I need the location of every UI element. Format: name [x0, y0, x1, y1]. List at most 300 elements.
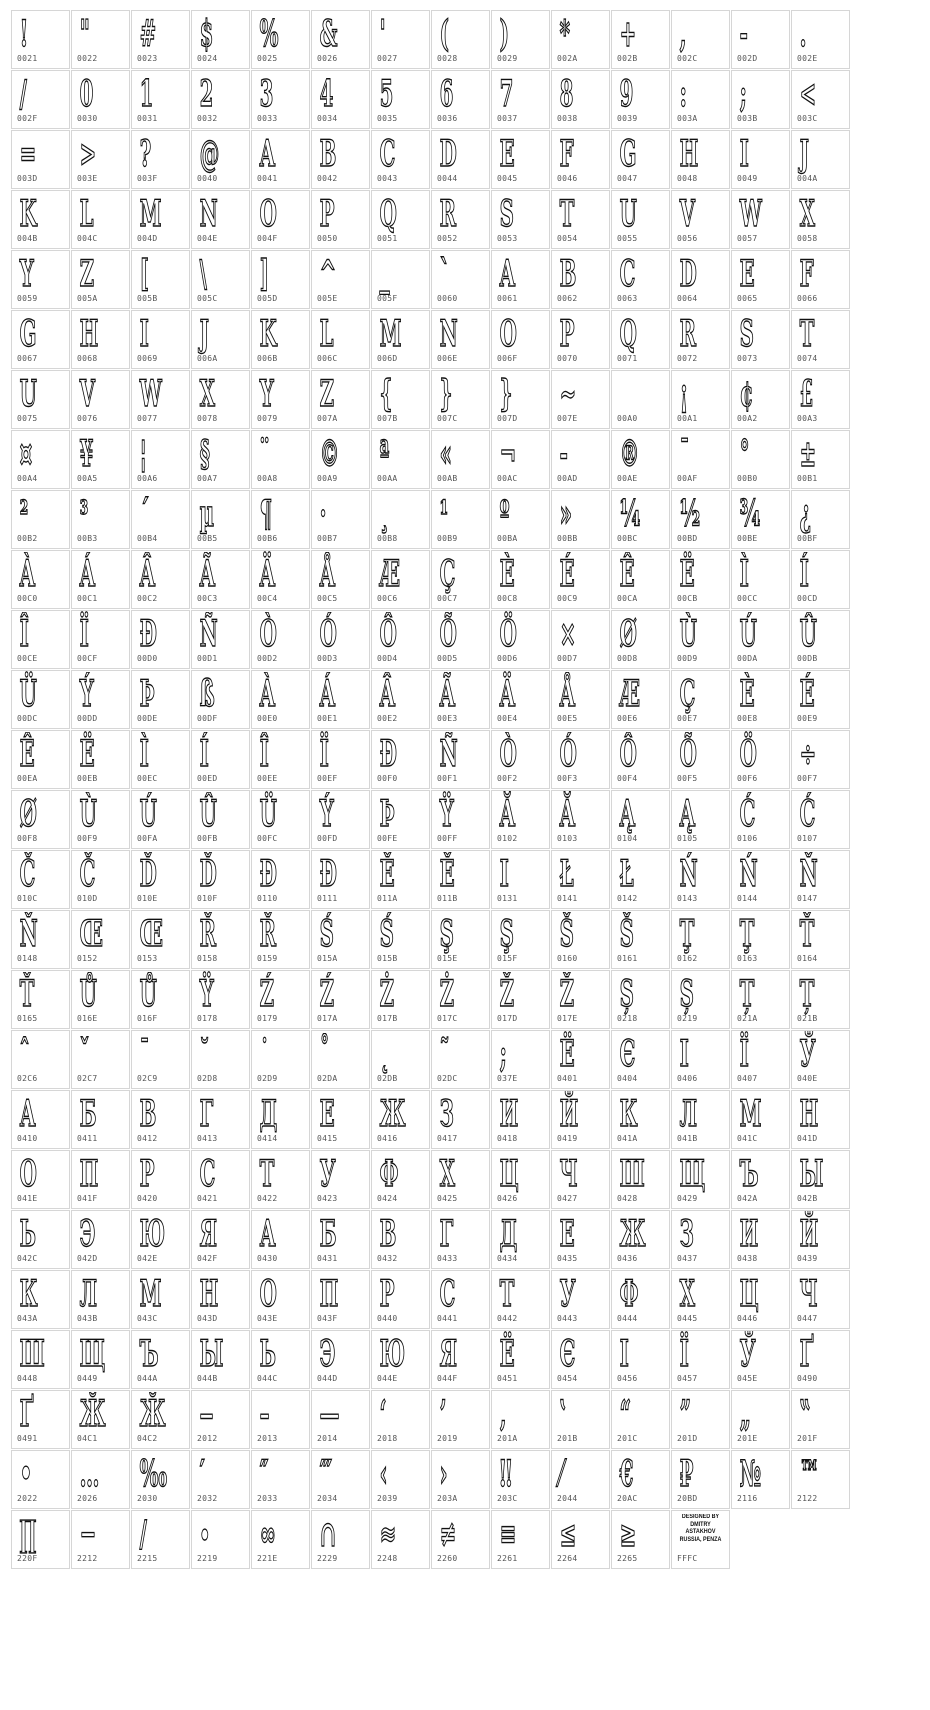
codepoint-label: 00CC: [737, 594, 758, 603]
glyph-cell: [371, 10, 430, 69]
codepoint-label: 201B: [557, 1434, 578, 1443]
glyph-sample: =: [19, 133, 36, 175]
glyph-cell: [731, 1270, 790, 1329]
glyph-cell: [551, 70, 610, 129]
glyph-sample: „: [739, 1393, 751, 1435]
glyph-sample: Ë: [679, 553, 695, 595]
codepoint-label: 0425: [437, 1194, 458, 1203]
glyph-sample: F: [559, 133, 574, 175]
codepoint-label: 00E4: [497, 714, 518, 723]
glyph-cell: [431, 790, 490, 849]
glyph-cell: [671, 1210, 730, 1269]
codepoint-label: 00E5: [557, 714, 578, 723]
codepoint-label: 041B: [677, 1134, 698, 1143]
glyph-sample: ?: [139, 133, 151, 175]
glyph-sample: Д: [259, 1093, 277, 1135]
codepoint-label: 0032: [197, 114, 218, 123]
codepoint-label: 011A: [377, 894, 398, 903]
glyph-sample: Ê: [619, 553, 635, 595]
glyph-cell: [311, 310, 370, 369]
codepoint-label: 004A: [797, 174, 818, 183]
glyph-cell: [731, 1030, 790, 1089]
glyph-sample: Ž: [559, 973, 574, 1015]
glyph-cell: [191, 850, 250, 909]
glyph-grid: [11, 10, 921, 1700]
glyph-sample: ¸: [379, 493, 389, 535]
glyph-sample: Ж: [619, 1213, 646, 1255]
glyph-sample: ±: [799, 433, 816, 475]
glyph-cell: [611, 850, 670, 909]
glyph-sample: 7: [499, 73, 513, 115]
codepoint-label: 042A: [737, 1194, 758, 1203]
codepoint-label: 0038: [557, 114, 578, 123]
codepoint-label: 20BD: [677, 1494, 698, 1503]
glyph-sample: Ź: [259, 973, 274, 1015]
glyph-sample: F: [799, 253, 814, 295]
glyph-cell: [11, 430, 70, 489]
codepoint-label: 003C: [797, 114, 818, 123]
codepoint-label: 2033: [257, 1494, 278, 1503]
glyph-sample: ₽: [679, 1453, 693, 1495]
glyph-cell: [611, 1270, 670, 1329]
glyph-sample: Ю: [379, 1333, 405, 1375]
codepoint-label: 00CA: [617, 594, 638, 603]
glyph-sample: É: [799, 673, 815, 715]
codepoint-label: 00F4: [617, 774, 638, 783]
glyph-sample: Ł: [619, 853, 634, 895]
glyph-cell: [791, 850, 850, 909]
glyph-sample: Â: [379, 673, 395, 715]
glyph-cell: [731, 730, 790, 789]
codepoint-label: 0449: [77, 1374, 98, 1383]
glyph-sample: À: [19, 553, 35, 595]
codepoint-label: 00B6: [257, 534, 278, 543]
glyph-cell: [551, 1330, 610, 1389]
glyph-sample: Ó: [319, 613, 337, 655]
glyph-cell: [791, 370, 850, 429]
codepoint-label: FFFC: [677, 1554, 698, 1563]
codepoint-label: 0410: [17, 1134, 38, 1143]
glyph-cell: [491, 1390, 550, 1449]
glyph-sample: E: [499, 133, 515, 175]
glyph-cell: [371, 850, 430, 909]
codepoint-label: 00CB: [677, 594, 698, 603]
glyph-cell: [491, 130, 550, 189]
glyph-cell: [251, 970, 310, 1029]
glyph-cell: [71, 310, 130, 369]
codepoint-label: 00A1: [677, 414, 698, 423]
glyph-cell: [491, 1330, 550, 1389]
glyph-cell: [191, 310, 250, 369]
glyph-cell: [791, 910, 850, 969]
codepoint-label: 0033: [257, 114, 278, 123]
codepoint-label: 007D: [497, 414, 518, 423]
glyph-cell: [551, 190, 610, 249]
codepoint-label: 2261: [497, 1554, 518, 1563]
glyph-cell: [671, 190, 730, 249]
codepoint-label: 002D: [737, 54, 758, 63]
codepoint-label: 010E: [137, 894, 158, 903]
glyph-sample: §: [199, 433, 210, 475]
glyph-sample: $: [199, 13, 213, 55]
glyph-sample: П: [79, 1153, 98, 1195]
glyph-cell: [71, 550, 130, 609]
glyph-cell: [131, 70, 190, 129]
glyph-cell: [551, 1510, 610, 1569]
glyph-sample: V: [679, 193, 695, 235]
glyph-sample: Z: [319, 373, 334, 415]
glyph-cell: [311, 430, 370, 489]
glyph-sample: (: [439, 13, 449, 55]
codepoint-label: 00AE: [617, 474, 638, 483]
glyph-sample: Ú: [139, 793, 157, 835]
glyph-sample: Ъ: [739, 1153, 759, 1195]
codepoint-label: 0428: [617, 1194, 638, 1203]
glyph-cell: [191, 1390, 250, 1449]
codepoint-label: 015A: [317, 954, 338, 963]
glyph-cell: [491, 1450, 550, 1509]
glyph-sample: Ă: [499, 793, 515, 835]
codepoint-label: 006D: [377, 354, 398, 363]
glyph-cell: [11, 1150, 70, 1209]
glyph-cell: [731, 850, 790, 909]
codepoint-label: 0103: [557, 834, 578, 843]
glyph-cell: [371, 310, 430, 369]
glyph-sample: «: [439, 433, 452, 475]
codepoint-label: 0438: [737, 1254, 758, 1263]
glyph-sample: Ń: [679, 853, 698, 895]
glyph-sample: Ś: [379, 913, 394, 955]
codepoint-label: 0431: [317, 1254, 338, 1263]
glyph-cell: [551, 1210, 610, 1269]
glyph-sample: Õ: [439, 613, 457, 655]
codepoint-label: 00E0: [257, 714, 278, 723]
glyph-cell: [671, 130, 730, 189]
codepoint-label: 0143: [677, 894, 698, 903]
codepoint-label: 00B5: [197, 534, 218, 543]
glyph-cell: [491, 610, 550, 669]
glyph-sample: У: [319, 1153, 336, 1195]
glyph-sample: 4: [319, 73, 333, 115]
codepoint-label: 007B: [377, 414, 398, 423]
codepoint-label: 04C2: [137, 1434, 158, 1443]
glyph-sample: ‰: [139, 1453, 167, 1495]
codepoint-label: 00FD: [317, 834, 338, 843]
glyph-cell: [791, 10, 850, 69]
codepoint-label: 040E: [797, 1074, 818, 1083]
glyph-cell: [611, 1510, 670, 1569]
glyph-cell: [311, 1510, 370, 1569]
glyph-sample: K: [19, 193, 37, 235]
codepoint-label: 0037: [497, 114, 518, 123]
glyph-sample: G: [619, 133, 637, 175]
codepoint-label: 004C: [77, 234, 98, 243]
glyph-sample: Й: [799, 1213, 818, 1255]
codepoint-label: 0054: [557, 234, 578, 243]
glyph-cell: [11, 1510, 70, 1569]
glyph-cell: [251, 1030, 310, 1089]
codepoint-label: 037E: [497, 1074, 518, 1083]
codepoint-label: 00D7: [557, 654, 578, 663]
glyph-cell: [731, 910, 790, 969]
codepoint-label: 0021: [17, 54, 38, 63]
glyph-sample: Ž: [499, 973, 514, 1015]
codepoint-label: 2018: [377, 1434, 398, 1443]
glyph-cell: [671, 610, 730, 669]
glyph-sample: €: [619, 1453, 633, 1495]
codepoint-label: 0430: [257, 1254, 278, 1263]
codepoint-label: 002E: [797, 54, 818, 63]
codepoint-label: 041C: [737, 1134, 758, 1143]
glyph-sample: L: [319, 313, 334, 355]
codepoint-label: 2219: [197, 1554, 218, 1563]
codepoint-label: 0161: [617, 954, 638, 963]
glyph-sample: Č: [79, 853, 95, 895]
glyph-cell: [671, 10, 730, 69]
glyph-sample: 8: [559, 73, 573, 115]
glyph-cell: [191, 250, 250, 309]
glyph-cell: [671, 1330, 730, 1389]
glyph-sample: Á: [79, 553, 95, 595]
codepoint-label: 0423: [317, 1194, 338, 1203]
codepoint-label: 0446: [737, 1314, 758, 1323]
codepoint-label: 00D5: [437, 654, 458, 663]
glyph-cell: [731, 190, 790, 249]
codepoint-label: 00E2: [377, 714, 398, 723]
codepoint-label: 203A: [437, 1494, 458, 1503]
glyph-cell: [11, 610, 70, 669]
glyph-cell: [611, 430, 670, 489]
glyph-sample: В: [379, 1213, 396, 1255]
codepoint-label: 043B: [77, 1314, 98, 1323]
glyph-sample: К: [619, 1093, 638, 1135]
glyph-sample: Ë: [79, 733, 95, 775]
codepoint-label: 0029: [497, 54, 518, 63]
glyph-cell: [431, 1210, 490, 1269]
glyph-cell: [491, 910, 550, 969]
codepoint-label: 0437: [677, 1254, 698, 1263]
glyph-sample: Щ: [679, 1153, 705, 1195]
glyph-sample: ×: [559, 613, 576, 655]
codepoint-label: 015B: [377, 954, 398, 963]
glyph-sample: /: [19, 73, 27, 115]
glyph-cell: [371, 1450, 430, 1509]
glyph-sample: [618, 375, 643, 413]
codepoint-label: 00C8: [497, 594, 518, 603]
codepoint-label: 00ED: [197, 774, 218, 783]
glyph-cell: [491, 730, 550, 789]
glyph-sample: Х: [439, 1153, 455, 1195]
codepoint-label: 0079: [257, 414, 278, 423]
glyph-sample: Ş: [499, 913, 514, 955]
codepoint-label: 02D8: [197, 1074, 218, 1083]
glyph-sample: Ț: [739, 973, 754, 1015]
glyph-cell: [131, 1030, 190, 1089]
glyph-cell: [731, 610, 790, 669]
glyph-cell: [731, 370, 790, 429]
glyph-cell: [191, 1150, 250, 1209]
glyph-sample: Đ: [319, 853, 337, 895]
codepoint-label: 00BC: [617, 534, 638, 543]
glyph-sample: Q: [619, 313, 637, 355]
glyph-sample: {: [379, 373, 392, 415]
glyph-cell: [71, 730, 130, 789]
glyph-sample: Я: [199, 1213, 217, 1255]
glyph-sample: Å: [559, 673, 575, 715]
glyph-cell: [611, 550, 670, 609]
codepoint-label: 201D: [677, 1434, 698, 1443]
glyph-cell: [191, 1330, 250, 1389]
codepoint-label: 0436: [617, 1254, 638, 1263]
glyph-cell: [191, 670, 250, 729]
codepoint-label: 00E3: [437, 714, 458, 723]
codepoint-label: 0421: [197, 1194, 218, 1203]
glyph-cell: [491, 70, 550, 129]
glyph-sample: Л: [79, 1273, 97, 1315]
codepoint-label: 017A: [317, 1014, 338, 1023]
glyph-cell: [131, 910, 190, 969]
codepoint-label: 0158: [197, 954, 218, 963]
glyph-sample: #: [139, 13, 156, 55]
glyph-cell: [371, 1330, 430, 1389]
glyph-sample: Ý: [319, 793, 334, 835]
glyph-sample: ‛: [559, 1393, 567, 1435]
glyph-cell: [371, 790, 430, 849]
glyph-cell: [431, 550, 490, 609]
glyph-sample: К: [19, 1273, 38, 1315]
glyph-cell: [131, 490, 190, 549]
glyph-sample: Ò: [259, 613, 277, 655]
codepoint-label: 007C: [437, 414, 458, 423]
glyph-cell: [431, 10, 490, 69]
glyph-cell: [11, 1390, 70, 1449]
glyph-cell: [131, 790, 190, 849]
codepoint-label: 02C7: [77, 1074, 98, 1083]
codepoint-label: 00CD: [797, 594, 818, 603]
glyph-cell: [611, 130, 670, 189]
codepoint-label: 0076: [77, 414, 98, 423]
glyph-cell: [371, 1270, 430, 1329]
glyph-cell: [371, 1210, 430, 1269]
glyph-sample: ,: [679, 13, 687, 55]
codepoint-label: 00EA: [17, 774, 38, 783]
glyph-cell: [791, 730, 850, 789]
glyph-sample: Я: [439, 1333, 457, 1375]
codepoint-label: 002A: [557, 54, 578, 63]
glyph-cell: [71, 970, 130, 1029]
codepoint-label: 0035: [377, 114, 398, 123]
glyph-sample: Ц: [739, 1273, 759, 1315]
glyph-cell: [371, 1090, 430, 1149]
glyph-cell: [131, 610, 190, 669]
codepoint-label: 00C5: [317, 594, 338, 603]
glyph-sample: U: [19, 373, 37, 415]
codepoint-label: 2014: [317, 1434, 338, 1443]
glyph-sample: -: [739, 13, 748, 55]
codepoint-label: 044E: [377, 1374, 398, 1383]
glyph-cell: [71, 850, 130, 909]
codepoint-label: 017E: [557, 1014, 578, 1023]
glyph-sample: Ч: [559, 1153, 578, 1195]
glyph-cell: [191, 430, 250, 489]
codepoint-label: 0046: [557, 174, 578, 183]
codepoint-label: 042B: [797, 1194, 818, 1203]
codepoint-label: 0420: [137, 1194, 158, 1203]
glyph-cell: [611, 1090, 670, 1149]
codepoint-label: 003B: [737, 114, 758, 123]
glyph-cell: [191, 790, 250, 849]
glyph-sample: ∏: [19, 1513, 36, 1555]
glyph-sample: Ë: [499, 1333, 515, 1375]
glyph-sample: Ş: [439, 913, 454, 955]
glyph-cell: [191, 550, 250, 609]
glyph-sample: Š: [559, 913, 574, 955]
glyph-sample: №: [739, 1453, 761, 1495]
glyph-cell: [791, 430, 850, 489]
codepoint-label: 0432: [377, 1254, 398, 1263]
glyph-cell: [611, 790, 670, 849]
glyph-sample: Ø: [619, 613, 637, 655]
codepoint-label: 02DA: [317, 1074, 338, 1083]
codepoint-label: 02C6: [17, 1074, 38, 1083]
codepoint-label: 0027: [377, 54, 398, 63]
codepoint-label: 2032: [197, 1494, 218, 1503]
glyph-sample: W: [139, 373, 162, 415]
glyph-sample: Ó: [559, 733, 577, 775]
codepoint-label: 00B3: [77, 534, 98, 543]
glyph-sample: П: [319, 1273, 338, 1315]
glyph-cell: [311, 970, 370, 1029]
glyph-sample: —: [319, 1393, 339, 1435]
glyph-sample: ∩: [319, 1513, 336, 1555]
glyph-sample: Ź: [319, 973, 334, 1015]
codepoint-label: 0055: [617, 234, 638, 243]
codepoint-label: 0059: [17, 294, 38, 303]
codepoint-label: 010F: [197, 894, 218, 903]
codepoint-label: 0075: [17, 414, 38, 423]
glyph-sample: Ă: [559, 793, 575, 835]
glyph-sample: Ż: [439, 973, 454, 1015]
glyph-cell: [491, 310, 550, 369]
glyph-sample: ¾: [739, 493, 760, 535]
glyph-sample: ;: [739, 73, 747, 115]
glyph-sample: X: [799, 193, 815, 235]
glyph-sample: ›: [439, 1453, 448, 1495]
codepoint-label: 0056: [677, 234, 698, 243]
glyph-sample: Б: [319, 1213, 337, 1255]
glyph-sample: …: [79, 1453, 99, 1495]
glyph-cell: [791, 1150, 850, 1209]
glyph-sample: N: [199, 193, 218, 235]
glyph-cell: [251, 730, 310, 789]
codepoint-label: 0024: [197, 54, 218, 63]
glyph-cell: [551, 850, 610, 909]
glyph-sample: Œ: [139, 913, 163, 955]
glyph-cell: [131, 1450, 190, 1509]
glyph-cell: [71, 190, 130, 249]
glyph-cell: [71, 1450, 130, 1509]
glyph-sample: 1: [139, 73, 153, 115]
glyph-sample: Ñ: [199, 613, 218, 655]
glyph-cell: [311, 910, 370, 969]
codepoint-label: 0440: [377, 1314, 398, 1323]
glyph-sample: Э: [319, 1333, 335, 1375]
codepoint-label: 0141: [557, 894, 578, 903]
glyph-sample: ß: [199, 673, 215, 715]
glyph-cell: [491, 1030, 550, 1089]
glyph-sample: ‴: [319, 1453, 332, 1495]
glyph-cell: [11, 370, 70, 429]
